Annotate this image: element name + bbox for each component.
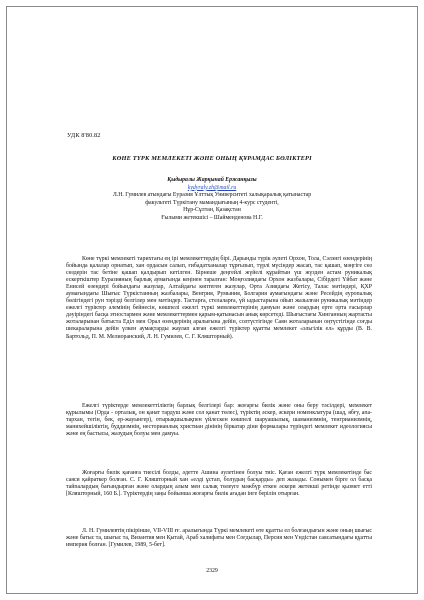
body-paragraph-2 — [66, 403, 372, 438]
paragraph-text: Жоғарғы билік қағанға тиесілі болды, әдетте Ашина әулетінен болуы тиіс. Қаған ежелгі түрк мемлекетінде бас саяси қайраткер болған. С. Г. Кляшторный хан «елді ұстап, болудың басқарды» деп жазады. Сонымен бірге ол басқа тайпалардың бағындырған және олардың алым мен салық төлеуге мәжбүр еткен әскери жетекші ретінде қызмет етті [Кляшторный, 160 Б.]. Түріктердің заңы бойынша жоғарғы билік ағадан інге берілін отырған. — [66, 470, 372, 498]
document-page — [6, 6, 418, 594]
paragraph-text: Көне түркі мемлекеті тарихтағы ең ірі мемлекеттердің бірі. Дарынды түрік әулеті Орхон, Тола, Сэлэнгі өзендерінің бойында қалалар орнатып, хан ордасын салып, ғибадатханалар тұрғызып, түрлі мүсіндер жасап, тас қашап, мәңгіге сөз сөздерін тас бетіне қашап қалдырып кетілген. Бірнеше деңгейлі жүйелі құрайтын үш жүзден астам руникалық ескерткіштер Еуразияның барлық аумағында кеңінен таралған: Моңғолиядағы Орхон жазбалары, Сібірдегі Үйбат және Енисей өзендері бойындағы жазулар, Алтайдағы көптеген жазулар, Орта Азиядағы Жетісу, Талас мәтіндері, ҚХР аумағындағы Шығыс Түркістанның жазбалары, Венгрия, Румыния, Болгария аумағындағы және Ресейдің еуропалық бөлігіндегі рун тәрізді белгілер мен мәтіндер. Тастарға, стелаларға, үй ыдыстарына ойып жазылған руникалық мәтіндер ежелгі түріктер әлемінің бейнесін, көшпелі ежелгі түркі мемлекеттерінің дамуын және олардың ерте орта ғасырлар дәуіріндегі басқа этностармен және мемлекеттермен қарым-қатынасын анық көрсетеді. Шығыстағы Хинганның жартасты жоталарынан батыста Еділ мен Орал өзендерінің аралығына дейін, солтүстігінде Саян жоталарынан оңтүстігінде соғды шекараларына дейін үлкен аумақтарды жаулап алған ежелгі түріктер құатты мемлекет «эльгілік ел» құрды (В. В. Бартольд, П. М. Мелиоранский, Л. Н. Гумилев, С. Г. Кляшторный). — [66, 256, 372, 340]
page-number: 2329 — [206, 568, 218, 574]
author-name: Қыдыралы Жарқынай Ержанқызы — [167, 177, 257, 183]
body-paragraph-4 — [66, 528, 372, 549]
city-line: Нұр-Сұлтан, Қазақстан — [183, 207, 241, 214]
author-email-link[interactable]: kydyraly.zh@mail.ru — [187, 184, 237, 191]
paragraph-text: Ежелгі түріктерде мемлекеттіліктің барлық белгілері бар: жоғарғы билік және оны беру тәсілдері, мемлекет құрылымы (Орда - орталық, он қанат тардуш және сол қанат төлес), түріктің әскер, әскери номенклатура (шад, ябғу, апа-тархан, тегін, бек, ер-жауынгер), отырықшылықпен үйлескен көшпелі шаруашылық, шаманизмнің, тенгрианизмнің, манихейшіліктің, буддизмнің, несторианлық христиан дінінің біркатар діни формалары түріндегі мемлекет идеологиясы және ең бастысы, жазудың болуы мен дамуы. — [66, 403, 372, 438]
udk-code: УДК 8'80.82 — [67, 132, 101, 139]
supervisor-line: Ғылыми жетекшісі – Шайменденова Н.Г. — [161, 214, 263, 221]
body-paragraph-3 — [66, 470, 372, 498]
body-paragraph-1 — [66, 256, 372, 341]
paragraph-text: Л. Н. Гумилевтің пікірінше, VII-VIII ғғ. аралығында Түркі мемлекеті өте құатты ел болғандығын және оның шығыс және батыс та, шығыс та, Византия мен Қытай, Араб халифаты мен Соғдылар, Персия мен Үндістан саясатындағы құатты империя болған. [Гумилев, 1989, 5-бет]. — [66, 528, 373, 549]
article-title: КӨНЕ ТҮРК МЕМЛЕКЕТІ ЖӘНЕ ОНЫҢ ҚҰРАМДАС БӨЛІКТЕРІ — [112, 155, 312, 162]
author-block — [65, 177, 359, 223]
affiliation-line-1: Л.Н. Гумилев атындағы Еуразия Ұлттық Университеті халықаралық қатынастар — [112, 192, 312, 199]
affiliation-line-2: факультеті Түркітану мамандығының 4-курс студенті, — [145, 199, 279, 206]
